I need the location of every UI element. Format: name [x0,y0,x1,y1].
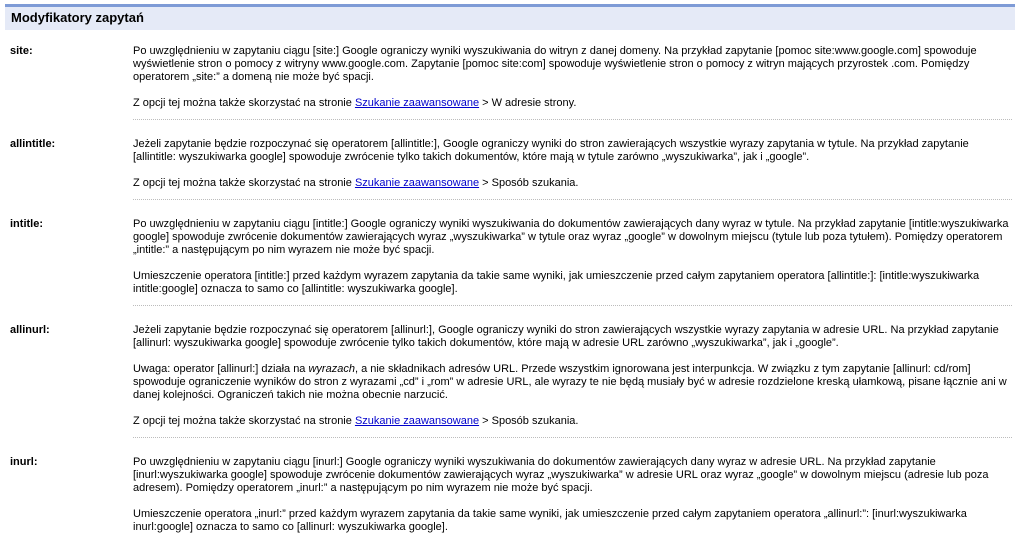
description-paragraph [133,270,1012,296]
description-paragraph [133,97,1012,110]
operator-label: allintitle: [10,138,56,150]
operator-description [133,129,1012,190]
description-paragraph [133,138,1012,164]
modifier-section [0,209,1024,296]
description-paragraph [133,45,1012,84]
description-text: Umieszczenie operatora [intitle:] przed każdym wyrazem zapytania da takie same wyniki, jak umieszczenie przed całym zapytaniem operatora [allintitle:]: [intitle:wyszukiwarka intitle:google] oznacza to samo co [allintitle: wyszukiwarka google]. [133,270,980,295]
dotted-divider [133,119,1012,120]
operator-label: intitle: [10,218,43,230]
description-paragraph [133,456,1012,495]
advanced-search-link[interactable]: Szukanie zaawansowane [354,97,480,109]
operator-description [133,209,1012,296]
description-text: Uwaga: operator [allinurl:] działa na [133,363,309,375]
advanced-search-link[interactable]: Szukanie zaawansowane [354,177,480,189]
operator-label: site: [10,45,33,57]
description-text: Z opcji tej można także skorzystać na stronie [133,177,355,189]
dotted-divider [133,305,1012,306]
description-text: > Sposób szukania. [479,415,579,427]
description-text: Po uwzględnieniu w zapytaniu ciągu [site:] Google ograniczy wyniki wyszukiwania do witryn z danej domeny. Na przykład zapytanie [pomoc site:www.google.com] spowoduje wyświetlenie stron o pomocy z witryny www.google.com. Zapytanie [pomoc site:com] spowoduje wyświetlenie stron o pomocy z witryn mających przyrostek .com. Pomiędzy operatorem „site:” a domeną nie może być spacji. [133,45,977,83]
emphasis-text: wyrazach [308,363,355,375]
modifier-section [0,129,1024,190]
description-paragraph [133,508,1012,534]
description-text: , a nie składnikach adresów URL. Przede wszystkim ignorowana jest interpunkcja. W związku z tym zapytanie [allinurl: cd/rom] spowoduje ograniczenie wyników do stron z wyrazami „cd” i „rom” w adresie URL, ale wyrazy te nie będą musiały być w adresie rozdzielone kreską ułamkową, pisane łącznie ani w danej kolejności. Ograniczeń takich nie można obecnie narzucić. [133,363,1007,401]
description-paragraph [133,363,1012,402]
advanced-search-link[interactable]: Szukanie zaawansowane [354,415,480,427]
description-text: Jeżeli zapytanie będzie rozpoczynać się operatorem [allintitle:], Google ograniczy wyniki do stron zawierających wszystkie wyrazy zapytania w tytule. Na przykład zapytanie [allintitle: wyszukiwarka google] spowoduje zwrócenie tylko takich dokumentów, które mają w tytule zarówno „wyszukiwarka”, jak i „google”. [133,138,969,163]
description-paragraph [133,218,1012,257]
modifier-section [0,36,1024,110]
description-text: Umieszczenie operatora „inurl:” przed każdym wyrazem zapytania da takie same wyniki, jak umieszczenie przed całym zapytaniem operatora „allinurl:”: [inurl:wyszukiwarka inurl:google] oznacza to samo co [allinurl: wyszukiwarka google]. [133,508,967,533]
description-text: > Sposób szukania. [479,177,579,189]
description-text: Po uwzględnieniu w zapytaniu ciągu [inurl:] Google ograniczy wyniki wyszukiwania do dokumentów zawierających dany wyraz w adresie URL. Na przykład zapytanie [inurl:wyszukiwarka google] spowoduje zwrócenie dokumentów zawierających wyraz „wyszukiwarka” w adresie URL oraz wyraz „google” w dowolnym miejscu (adresie lub poza adresem). Pomiędzy operatorem „inurl:” a następującym po nim wyrazem nie może być spacji. [133,456,989,494]
modifier-sections [0,30,1024,534]
description-paragraph [133,324,1012,350]
operator-label: inurl: [10,456,38,468]
modifier-section [0,315,1024,428]
description-paragraph [133,177,1012,190]
operator-description [133,36,1012,110]
description-text: Jeżeli zapytanie będzie rozpoczynać się operatorem [allinurl:], Google ograniczy wyniki do stron zawierających wszystkie wyrazy zapytania w adresie URL. Na przykład zapytanie [allinurl: wyszukiwarka google] spowoduje zwrócenie tylko takich dokumentów, które mają w adresie URL zarówno „wyszukiwarka”, jak i „google”. [133,324,999,349]
section-header-bar [5,4,1015,30]
operator-description [133,315,1012,428]
modifier-section [0,447,1024,534]
description-text: Z opcji tej można także skorzystać na stronie [133,415,355,427]
page-title: Modyfikatory zapytań [11,10,144,25]
dotted-divider [133,437,1012,438]
dotted-divider [133,199,1012,200]
description-paragraph [133,415,1012,428]
description-text: Po uwzględnieniu w zapytaniu ciągu [intitle:] Google ograniczy wyniki wyszukiwania do dokumentów zawierających dany wyraz w tytule. Na przykład zapytanie [intitle:wyszukiwarka google] spowoduje zwrócenie dokumentów zawierających wyraz „wyszukiwarka” w tytule oraz wyraz „google” w dowolnym miejscu (tytule lub poza tytułem). Pomiędzy operatorem „intitle:” a następującym po nim wyrazem nie może być spacji. [133,218,1009,256]
operator-description [133,447,1012,534]
description-text: > W adresie strony. [479,97,577,109]
operator-label: allinurl: [10,324,50,336]
description-text: Z opcji tej można także skorzystać na stronie [133,97,355,109]
